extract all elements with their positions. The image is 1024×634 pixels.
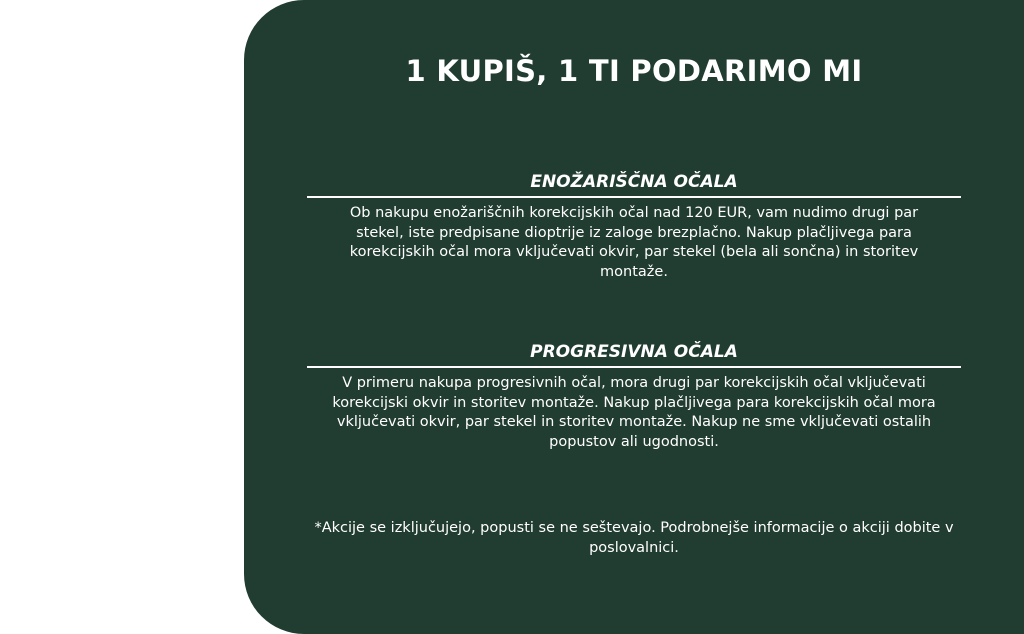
promo-panel <box>244 0 1024 634</box>
section-title-single-vision: ENOŽARIŠČNA OČALA <box>307 172 961 198</box>
section-body-progressive: V primeru nakupa progresivnih očal, mora drugi par korekcijskih očal vključevati korekcijski okvir in storitev montaže. Nakup plačljivega para korekcijskih očal mora vključevati okvir, par stekel in storitev montaže. Nakup ne sme vključevati ostalih popustov ali ugodnosti. <box>332 375 936 450</box>
section-progressive <box>307 342 961 452</box>
footnote: *Akcije se izključujejo, popusti se ne seštevajo. Podrobnejše informacije o akciji dobite v poslovalnici. <box>314 520 954 556</box>
section-title-progressive: PROGRESIVNA OČALA <box>307 342 961 368</box>
section-body-single-vision: Ob nakupu enožariščnih korekcijskih očal nad 120 EUR, vam nudimo drugi par stekel, iste predpisane dioptrije iz zaloge brezplačno. Nakup plačljivega para korekcijskih očal mora vključevati okvir, par stekel (bela ali sončna) in storitev montaže. <box>349 205 919 280</box>
section-single-vision <box>307 172 961 282</box>
promo-title: 1 KUPIŠ, 1 TI PODARIMO MI <box>405 54 863 88</box>
